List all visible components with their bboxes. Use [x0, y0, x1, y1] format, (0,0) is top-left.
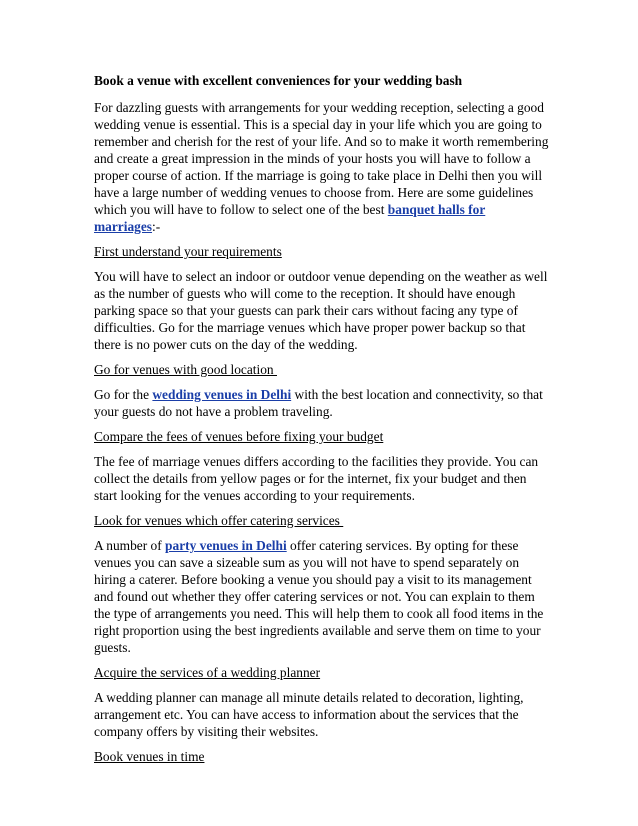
intro-text: For dazzling guests with arrangements for your wedding reception, selecting a good wedding venue is essential. This is a special day in your life which you are going to remember and cherish for the rest of your life. And so to make it worth remembering and create a great impression in the minds of your hosts you will have to follow a proper course of action. If the marriage is going to take place in Delhi then you will have a large number of wedding venues to choose from. Here are some guidelines which you will have to follow to select one of the best [94, 100, 549, 217]
paragraph-text: The fee of marriage venues differs according to the facilities they provide. You can collect the details from yellow pages or for the internet, fix your budget and then start looking for the venues according to your requirements. [94, 454, 539, 503]
paragraph-text: A wedding planner can manage all minute details related to decoration, lighting, arrangement etc. You can have access to information about the services that the company offers by visiting their websites. [94, 690, 524, 739]
paragraph-text: A number of [94, 538, 166, 553]
document-page [94, 72, 550, 773]
intro-text-end: :- [152, 219, 161, 234]
section-heading-planner: Acquire the services of a wedding planner [94, 665, 321, 680]
section-paragraph-requirements [94, 268, 550, 353]
section-paragraph-catering [94, 537, 550, 656]
section-heading-location: Go for venues with good location [94, 362, 277, 377]
section-heading-fees: Compare the fees of venues before fixing your budget [94, 429, 384, 444]
wedding-venues-link[interactable]: wedding venues in Delhi [152, 387, 292, 402]
section-heading-catering: Look for venues which offer catering services [94, 513, 344, 528]
document-title: Book a venue with excellent conveniences for your wedding bash [94, 73, 463, 88]
paragraph-text: Go for the [94, 387, 153, 402]
paragraph-text-end: offer catering services. By opting for these venues you can save a sizeable sum as you will not have to spend separately on hiring a caterer. Before booking a venue you should pay a visit to its management and found out whether they offer catering services or not. You can explain to them the type of arrangements you need. This will help them to cook all food items in the right proportion using the best ingredients available and serve them on time to your guests. [94, 538, 544, 655]
paragraph-text-end: with the best location and connectivity, so that your guests do not have a problem traveling. [94, 387, 543, 419]
section-heading-book-in-time: Book venues in time [94, 749, 205, 764]
section-paragraph-planner [94, 689, 550, 740]
section-paragraph-fees [94, 453, 550, 504]
intro-paragraph [94, 99, 550, 235]
paragraph-text: You will have to select an indoor or outdoor venue depending on the weather as well as the number of guests who will come to the reception. It should have enough parking space so that your guests can park their cars without facing any type of difficulties. Go for the marriage venues which have proper power backup so that there is no power cuts on the day of the wedding. [94, 269, 548, 352]
section-paragraph-location [94, 386, 550, 420]
party-venues-link[interactable]: party venues in Delhi [165, 538, 287, 553]
section-heading-requirements: First understand your requirements [94, 244, 282, 259]
banquet-halls-link[interactable]: banquet halls for marriages [94, 202, 486, 234]
